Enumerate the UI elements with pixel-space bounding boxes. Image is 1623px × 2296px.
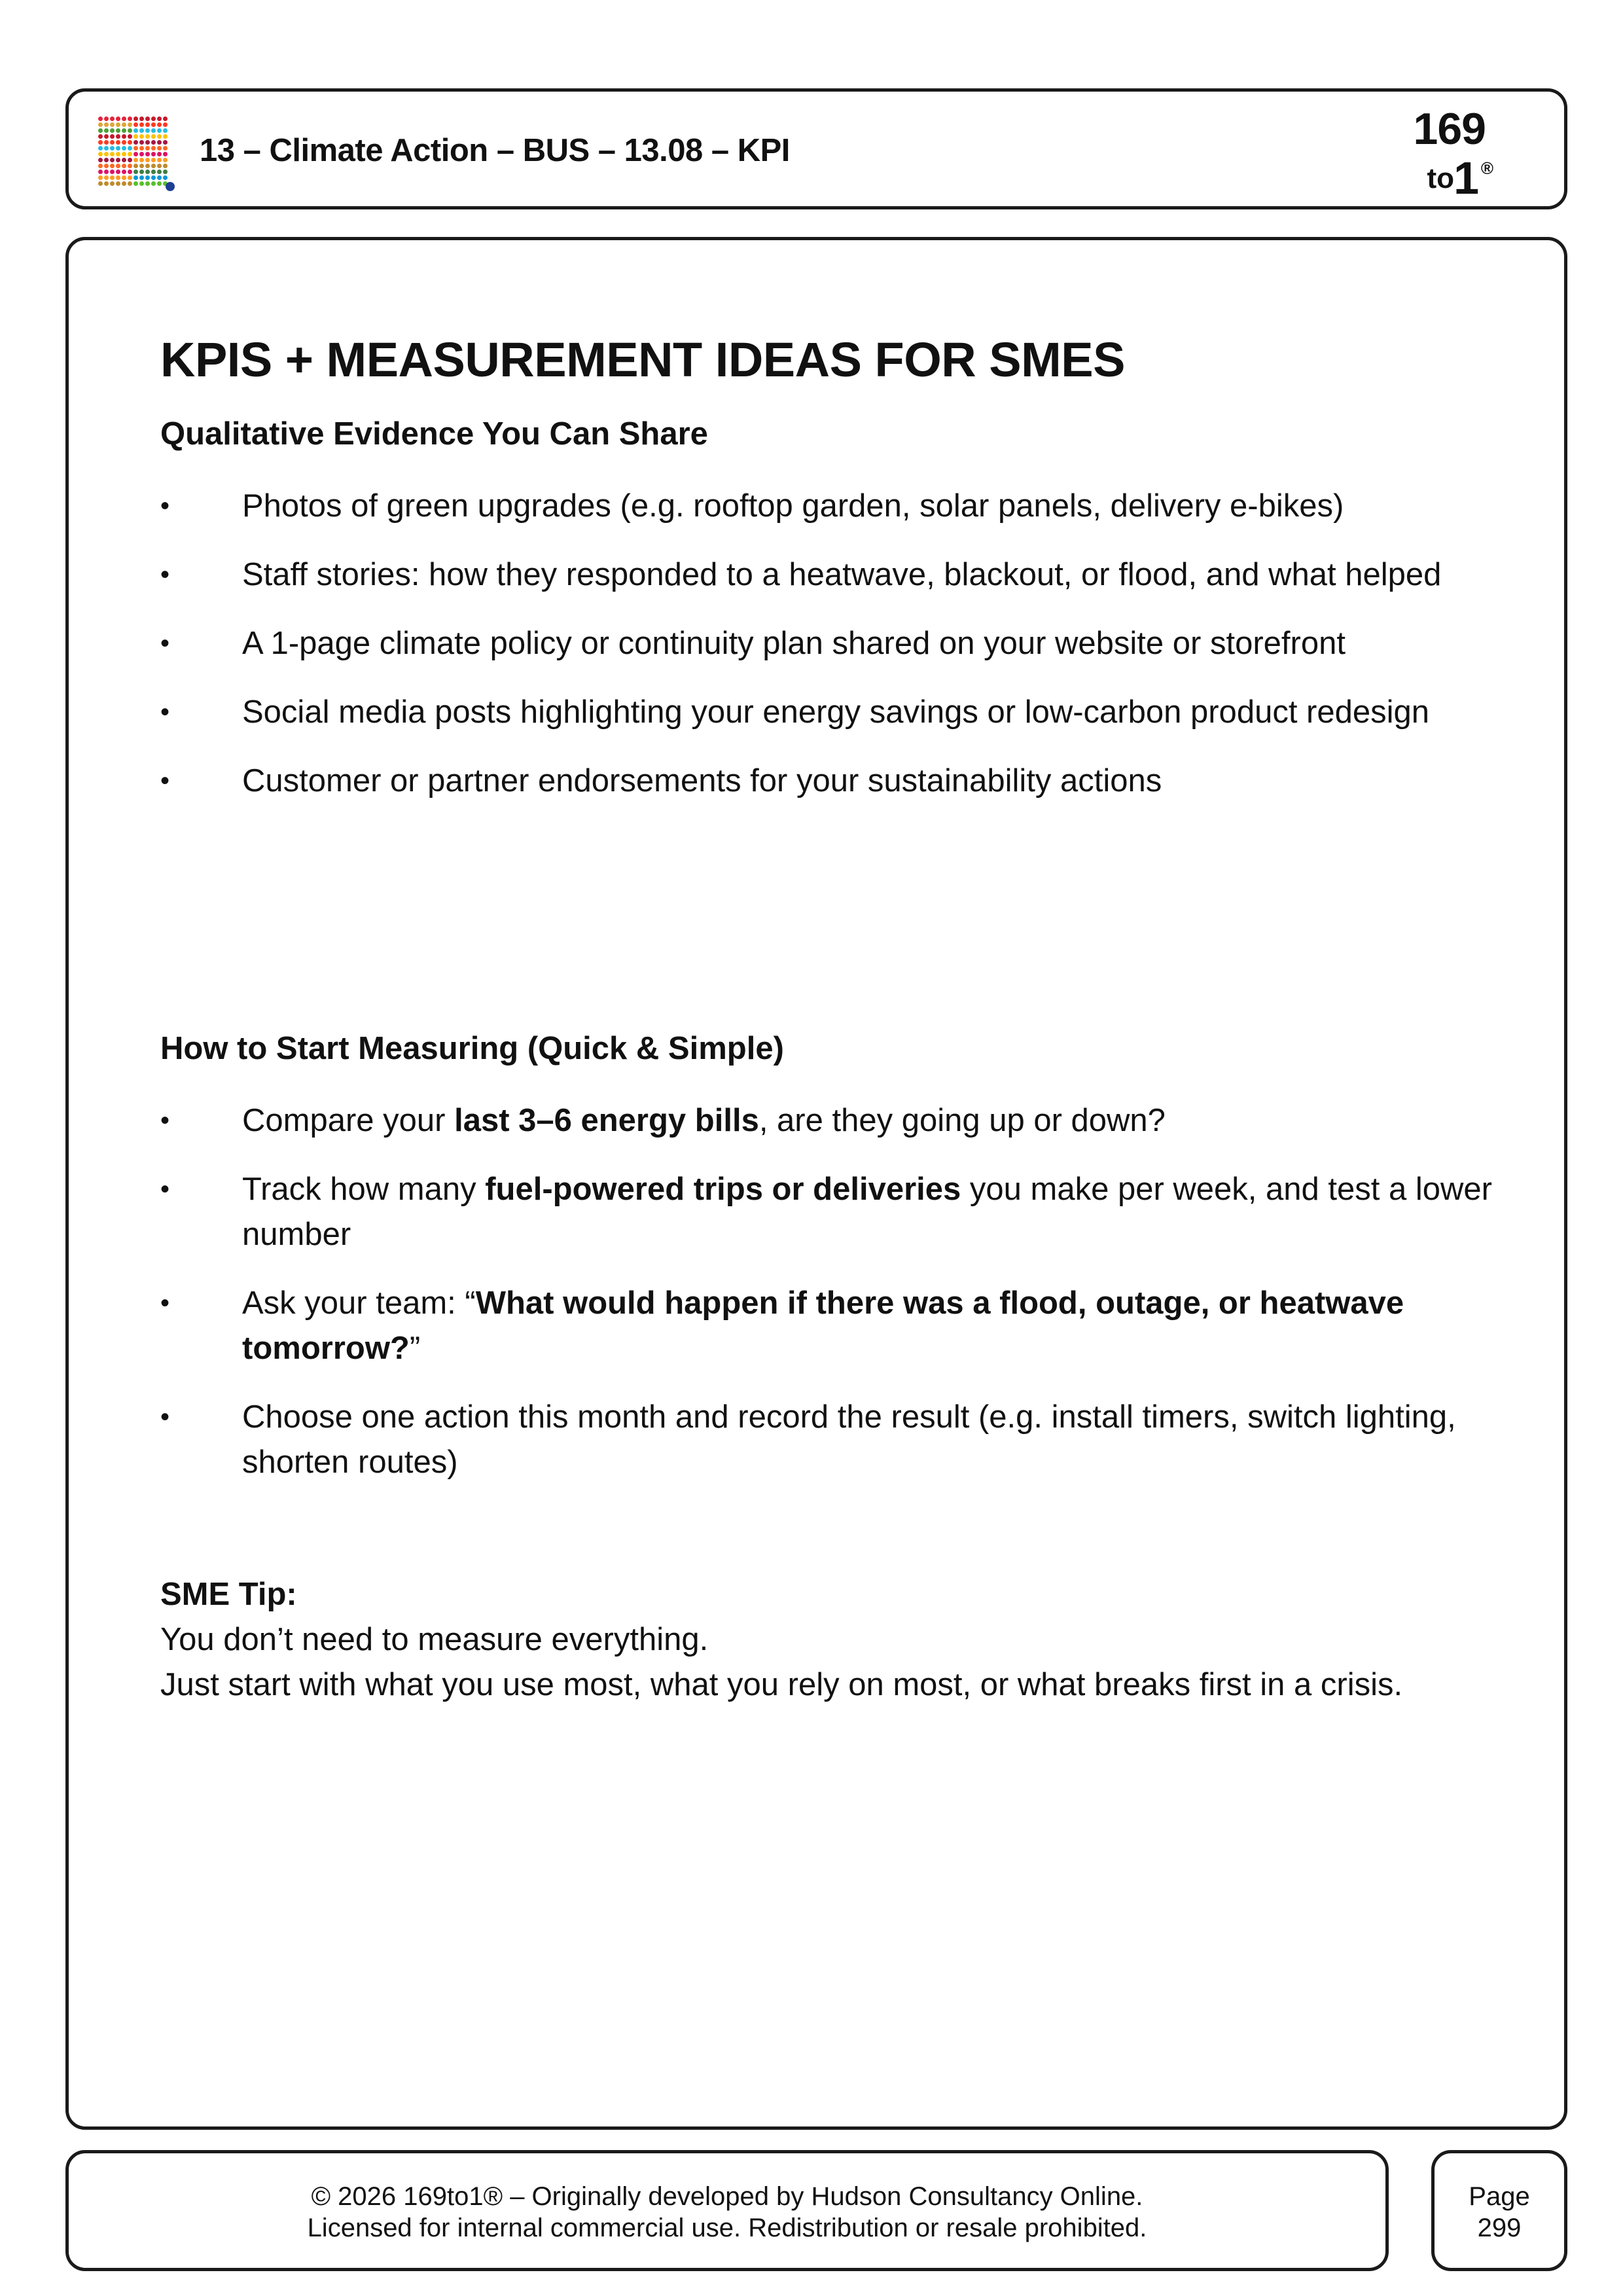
logo-dot [104, 117, 109, 121]
logo-dot [110, 152, 115, 156]
logo-dot [104, 134, 109, 139]
logo-dot [128, 134, 132, 139]
logo-dot [104, 152, 109, 156]
list-item [160, 552, 1495, 598]
brand-registered: ® [1480, 158, 1493, 178]
logo-dot [163, 134, 168, 139]
logo-dot [134, 146, 138, 151]
logo-dot [116, 170, 120, 174]
logo-dot [139, 140, 144, 145]
logo-dot [128, 181, 132, 186]
bullet-icon: • [160, 492, 170, 520]
list-item [160, 1395, 1495, 1485]
logo-dot [134, 152, 138, 156]
list-item-text: Staff stories: how they responded to a heatwave, blackout, or flood, and what helped [242, 557, 1442, 592]
logo-dot [122, 122, 126, 127]
logo-dot [145, 164, 150, 168]
logo-dot [163, 146, 168, 151]
logo-dot [116, 158, 120, 162]
logo-dot [139, 170, 144, 174]
logo-dot [128, 158, 132, 162]
logo-dot [157, 152, 162, 156]
list-item [160, 1167, 1495, 1257]
logo-dot [110, 175, 115, 180]
header-bar [65, 88, 1567, 209]
logo-dot [128, 146, 132, 151]
logo-dot [104, 146, 109, 151]
logo-dot [163, 152, 168, 156]
logo-dot [134, 158, 138, 162]
logo-dot [145, 140, 150, 145]
logo-dot [145, 181, 150, 186]
page-label: Page [1469, 2182, 1530, 2211]
logo-dot [98, 128, 103, 133]
logo-dot [157, 128, 162, 133]
logo-dot [151, 164, 156, 168]
header-title: 13 – Climate Action – BUS – 13.08 – KPI [200, 133, 790, 168]
page-title: KPIS + MEASUREMENT IDEAS FOR SMES [160, 332, 1125, 387]
logo-dot [151, 181, 156, 186]
logo-dot [122, 146, 126, 151]
logo-dot [139, 181, 144, 186]
sme-tip-heading: SME Tip: [160, 1577, 297, 1612]
logo-dot [116, 175, 120, 180]
list-item-pre: Ask your team: “ [242, 1285, 476, 1321]
bullet-icon: • [160, 1175, 170, 1204]
logo-dot [98, 181, 103, 186]
logo-dot [98, 122, 103, 127]
logo-dot [134, 175, 138, 180]
logo-dot [128, 175, 132, 180]
bullet-icon: • [160, 1289, 170, 1318]
logo-dot [139, 158, 144, 162]
section-heading-measuring: How to Start Measuring (Quick & Simple) [160, 1031, 784, 1066]
qualitative-evidence-list [160, 484, 1495, 827]
list-item-text: Customer or partner endorsements for your sustainability actions [242, 763, 1162, 798]
logo-dot [151, 146, 156, 151]
logo-dot [134, 140, 138, 145]
logo-dot [134, 128, 138, 133]
logo-dot [98, 175, 103, 180]
logo-dot [157, 146, 162, 151]
logo-dot [151, 158, 156, 162]
logo-dot [128, 152, 132, 156]
bullet-icon: • [160, 1106, 170, 1135]
logo-dot [139, 164, 144, 168]
logo-dot [98, 158, 103, 162]
logo-dot [104, 128, 109, 133]
logo-dot [134, 134, 138, 139]
list-item [160, 690, 1495, 735]
logo-dot [98, 140, 103, 145]
logo-dot [145, 146, 150, 151]
logo-dot [157, 122, 162, 127]
logo-dot [157, 164, 162, 168]
list-item-text: A 1-page climate policy or continuity plan shared on your website or storefront [242, 626, 1346, 661]
list-item [160, 1098, 1495, 1143]
logo-dot [163, 117, 168, 121]
list-item [160, 484, 1495, 529]
sme-tip-line: Just start with what you use most, what you rely on most, or what breaks first in a crisis. [160, 1667, 1403, 1702]
logo-dot [116, 146, 120, 151]
logo-dot [122, 164, 126, 168]
logo-dot [157, 181, 162, 186]
sme-tip [160, 1572, 1495, 1708]
logo-dot [122, 175, 126, 180]
logo-dot [145, 152, 150, 156]
list-item-post: you make per week, and test a lower number [242, 1172, 1492, 1252]
logo-dot [122, 140, 126, 145]
logo-dot [116, 164, 120, 168]
list-item-bold: What would happen if there was a flood, outage, or heatwave tomorrow? [242, 1285, 1404, 1366]
brand-number: 169 [1413, 104, 1486, 154]
logo-dot [110, 158, 115, 162]
logo-dot [145, 158, 150, 162]
logo-dot [139, 175, 144, 180]
logo-dot [110, 140, 115, 145]
logo-dot [157, 158, 162, 162]
logo-dot [163, 175, 168, 180]
logo-dot [110, 146, 115, 151]
logo-dot [163, 158, 168, 162]
logo-dot [116, 122, 120, 127]
logo-dot [122, 181, 126, 186]
logo-dot [139, 128, 144, 133]
logo-dot [134, 181, 138, 186]
footer-line: © 2026 169to1® – Originally developed by Hudson Consultancy Online. [311, 2182, 1143, 2211]
logo-dot [104, 122, 109, 127]
list-item-bold: last 3–6 energy bills [454, 1103, 759, 1138]
logo-dot [122, 128, 126, 133]
logo-dot [151, 152, 156, 156]
list-item-pre: Compare your [242, 1103, 455, 1138]
logo-dot [151, 175, 156, 180]
logo-dot [145, 122, 150, 127]
footer-line: Licensed for internal commercial use. Redistribution or resale prohibited. [307, 2214, 1147, 2242]
logo-dot [104, 181, 109, 186]
logo-dot [116, 128, 120, 133]
logo-dot [151, 140, 156, 145]
logo-dot [163, 122, 168, 127]
logo-dot [157, 170, 162, 174]
logo-dot [116, 181, 120, 186]
logo-dot [139, 134, 144, 139]
bullet-icon: • [160, 698, 170, 726]
page-number-value: 299 [1477, 2214, 1522, 2242]
list-item-pre: Track how many [242, 1172, 486, 1207]
bullet-icon: • [160, 629, 170, 658]
logo-dot [134, 117, 138, 121]
list-item-post: ” [409, 1331, 421, 1366]
list-item-pre: Choose one action this month and record the result (e.g. install timers, switch lighting, shorten routes) [242, 1399, 1456, 1480]
logo-dot [134, 122, 138, 127]
logo-dot [110, 181, 115, 186]
logo-dot [151, 128, 156, 133]
logo-dot [98, 117, 103, 121]
list-item [160, 759, 1495, 804]
logo-dot [116, 117, 120, 121]
logo-dot [122, 117, 126, 121]
bullet-icon: • [160, 1403, 170, 1431]
logo-dot [104, 164, 109, 168]
logo-dot [122, 158, 126, 162]
sme-tip-line: You don’t need to measure everything. [160, 1622, 709, 1657]
logo-dot [145, 175, 150, 180]
logo-dot [128, 140, 132, 145]
logo-dot [98, 134, 103, 139]
content-panel [65, 237, 1567, 2130]
logo-dot [134, 170, 138, 174]
logo-dot [128, 117, 132, 121]
logo-dot [122, 134, 126, 139]
logo-dot [145, 117, 150, 121]
logo-dot [104, 158, 109, 162]
list-item [160, 1281, 1495, 1371]
logo-dot [163, 164, 168, 168]
logo-dot [157, 134, 162, 139]
logo-dot [104, 175, 109, 180]
logo-dot [151, 170, 156, 174]
logo-dot [122, 152, 126, 156]
logo-dot [157, 117, 162, 121]
logo-dot [163, 140, 168, 145]
logo-dot [139, 122, 144, 127]
logo-dot [110, 164, 115, 168]
logo-dot [98, 164, 103, 168]
logo-dot [134, 164, 138, 168]
footer-bar [65, 2150, 1389, 2271]
logo-dot [116, 152, 120, 156]
logo-dot [110, 170, 115, 174]
brand-mark [1394, 98, 1512, 203]
page-number [1435, 2181, 1564, 2244]
logo-dot [116, 134, 120, 139]
logo-dot [128, 164, 132, 168]
logo-dot [110, 117, 115, 121]
logo-dot [98, 170, 103, 174]
logo-dot [139, 152, 144, 156]
list-item-text: Photos of green upgrades (e.g. rooftop garden, solar panels, delivery e-bikes) [242, 488, 1344, 524]
bullet-icon: • [160, 560, 170, 589]
footer-copyright [69, 2181, 1385, 2244]
brand-to: to [1427, 162, 1454, 194]
logo-dot [151, 122, 156, 127]
logo-dot [151, 117, 156, 121]
dot-grid-logo-icon [98, 117, 171, 190]
logo-dot [110, 134, 115, 139]
page-number-box [1431, 2150, 1567, 2271]
logo-dot [116, 140, 120, 145]
logo-dot [145, 128, 150, 133]
logo-dot [166, 182, 175, 191]
logo-dot [139, 117, 144, 121]
list-item-post: , are they going up or down? [758, 1103, 1166, 1138]
logo-dot [122, 170, 126, 174]
logo-dot [151, 134, 156, 139]
logo-dot [104, 140, 109, 145]
logo-dot [110, 122, 115, 127]
logo-dot [128, 122, 132, 127]
logo-dot [128, 128, 132, 133]
measuring-list [160, 1098, 1495, 1509]
list-item-text: Social media posts highlighting your energy savings or low-carbon product redesign [242, 694, 1430, 730]
logo-dot [145, 134, 150, 139]
logo-dot [104, 170, 109, 174]
logo-dot [145, 170, 150, 174]
logo-dot [110, 128, 115, 133]
bullet-icon: • [160, 766, 170, 795]
logo-dot [128, 170, 132, 174]
logo-dot [163, 128, 168, 133]
logo-dot [98, 146, 103, 151]
logo-dot [163, 170, 168, 174]
logo-dot [157, 175, 162, 180]
list-item [160, 621, 1495, 666]
list-item-bold: fuel-powered trips or deliveries [485, 1172, 961, 1207]
section-heading-qualitative: Qualitative Evidence You Can Share [160, 416, 708, 452]
logo-dot [139, 146, 144, 151]
logo-dot [98, 152, 103, 156]
logo-dot [157, 140, 162, 145]
brand-one: 1 [1454, 152, 1479, 204]
